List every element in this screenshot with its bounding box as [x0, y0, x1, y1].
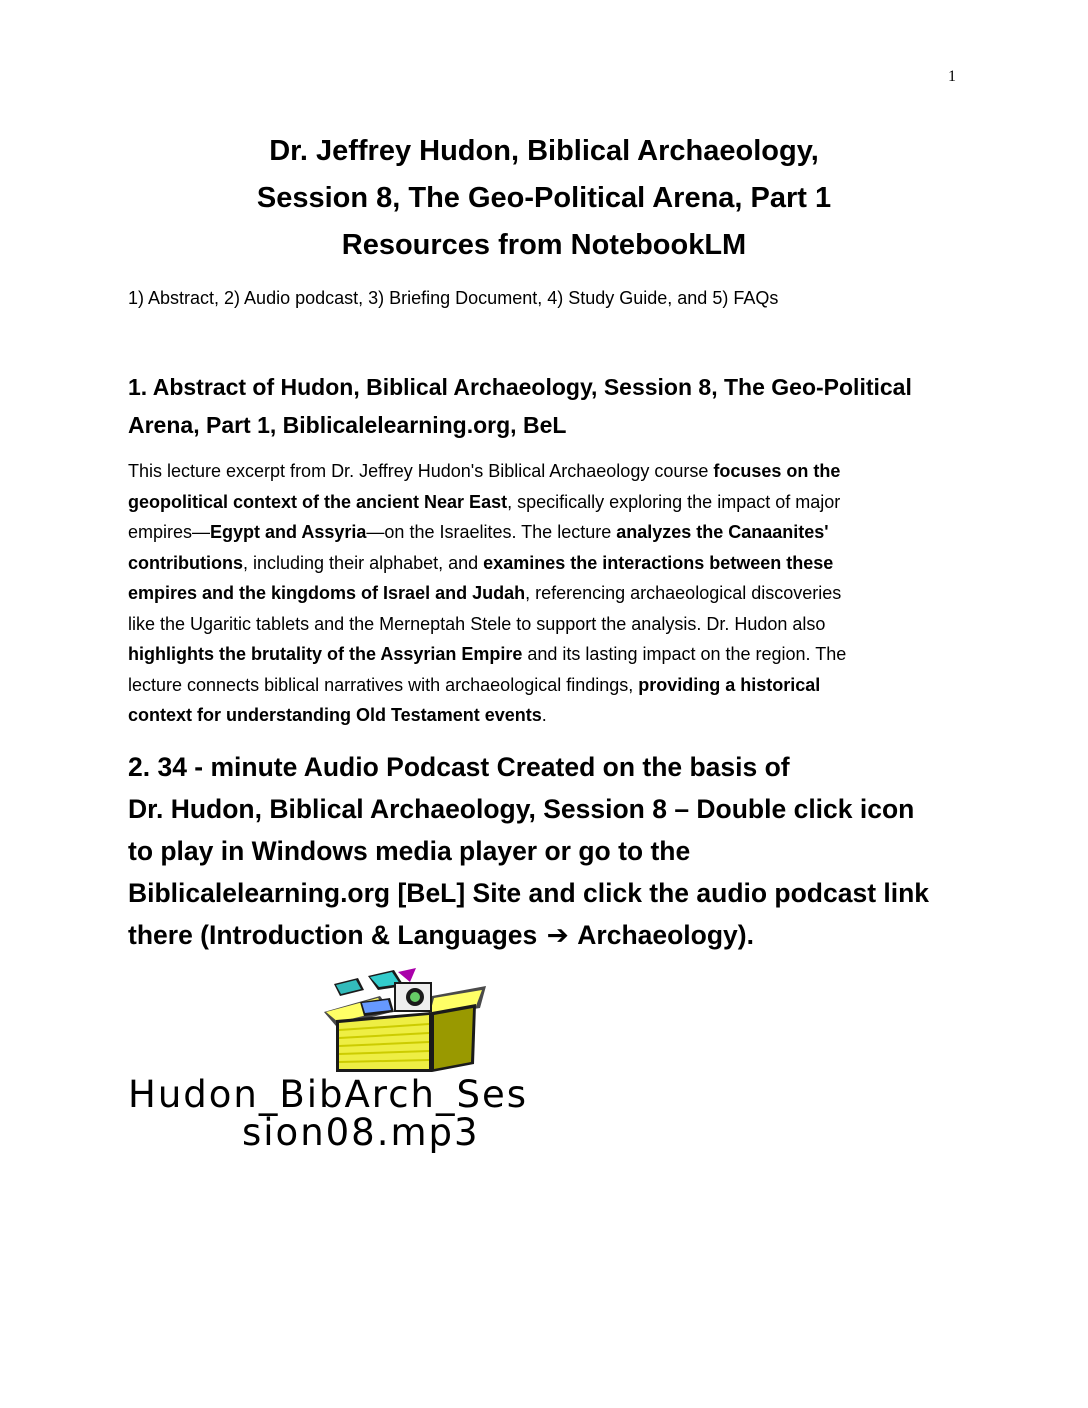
abstract-text: lecture connects biblical narratives with archaeological findings,	[128, 674, 639, 695]
abstract-emphasis: providing a historical	[638, 674, 821, 695]
audio-file-name-line-2: sion08.mp3	[242, 1111, 480, 1154]
abstract-text: and its lasting impact on the region. The	[522, 644, 847, 664]
abstract-emphasis: Egypt and Assyria	[210, 522, 367, 542]
audio-heading-line-2: Dr. Hudon, Biblical Archaeology, Session 8 – Double click icon	[128, 794, 915, 824]
audio-heading-line-3: to play in Windows media player or go to the	[128, 836, 691, 866]
media-package-icon[interactable]	[320, 968, 490, 1074]
resource-list: 1) Abstract, 2) Audio podcast, 3) Briefing Document, 4) Study Guide, and 5) FAQs	[128, 288, 779, 308]
abstract-heading-line-2: Arena, Part 1, Biblicalelearning.org, BeL	[128, 412, 567, 438]
audio-heading-line-4: Biblicalelearning.org [BeL] Site and click the audio podcast link	[128, 878, 930, 908]
abstract-text: This lecture excerpt from Dr. Jeffrey Hudon's Biblical Archaeology course	[128, 461, 714, 481]
abstract-emphasis: contributions	[128, 552, 243, 573]
abstract-emphasis: highlights the brutality of the Assyrian Empire	[128, 644, 523, 664]
audio-heading-line-1: 2. 34 - minute Audio Podcast Created on the basis of	[128, 752, 790, 782]
document-title	[0, 128, 1088, 269]
page-number: 1	[948, 68, 956, 85]
abstract-text: , referencing archaeological discoveries	[525, 583, 842, 603]
abstract-text: empires—	[128, 522, 211, 542]
abstract-heading-line-1: 1. Abstract of Hudon, Biblical Archaeology, Session 8, The Geo-Political	[128, 374, 912, 400]
abstract-text: , specifically exploring the impact of major	[507, 491, 841, 512]
abstract-emphasis: empires and the kingdoms of Israel and Judah	[128, 583, 526, 603]
title-line-3: Resources from NotebookLM	[341, 229, 747, 261]
abstract-emphasis: focuses on the	[713, 461, 841, 481]
audio-file-name-line-1: Hudon_BibArch_Ses	[128, 1073, 529, 1116]
audio-heading-text: Archaeology).	[570, 920, 754, 950]
title-line-2: Session 8, The Geo-Political Arena, Part 1	[256, 182, 832, 214]
abstract-text: , including their alphabet, and	[243, 552, 484, 573]
audio-file-label[interactable]	[128, 1073, 688, 1154]
abstract-text: like the Ugaritic tablets and the Merneptah Stele to support the analysis. Dr. Hudon also	[128, 613, 826, 634]
abstract-emphasis: context for understanding Old Testament events	[128, 705, 542, 725]
abstract-emphasis: analyzes the Canaanites'	[616, 522, 829, 542]
title-line-1: Dr. Jeffrey Hudon, Biblical Archaeology,	[269, 135, 819, 167]
audio-podcast-heading	[128, 746, 1008, 956]
abstract-paragraph	[128, 456, 968, 731]
audio-heading-line-5	[128, 914, 1008, 956]
abstract-emphasis: examines the interactions between these	[483, 552, 834, 573]
audio-heading-text: there (Introduction & Languages	[128, 920, 545, 950]
abstract-emphasis: geopolitical context of the ancient Near East	[128, 491, 508, 512]
abstract-text: .	[541, 705, 547, 725]
arrow-right-icon: ➔	[546, 920, 569, 950]
abstract-heading	[128, 368, 978, 444]
abstract-text: —on the Israelites. The lecture	[366, 522, 617, 542]
